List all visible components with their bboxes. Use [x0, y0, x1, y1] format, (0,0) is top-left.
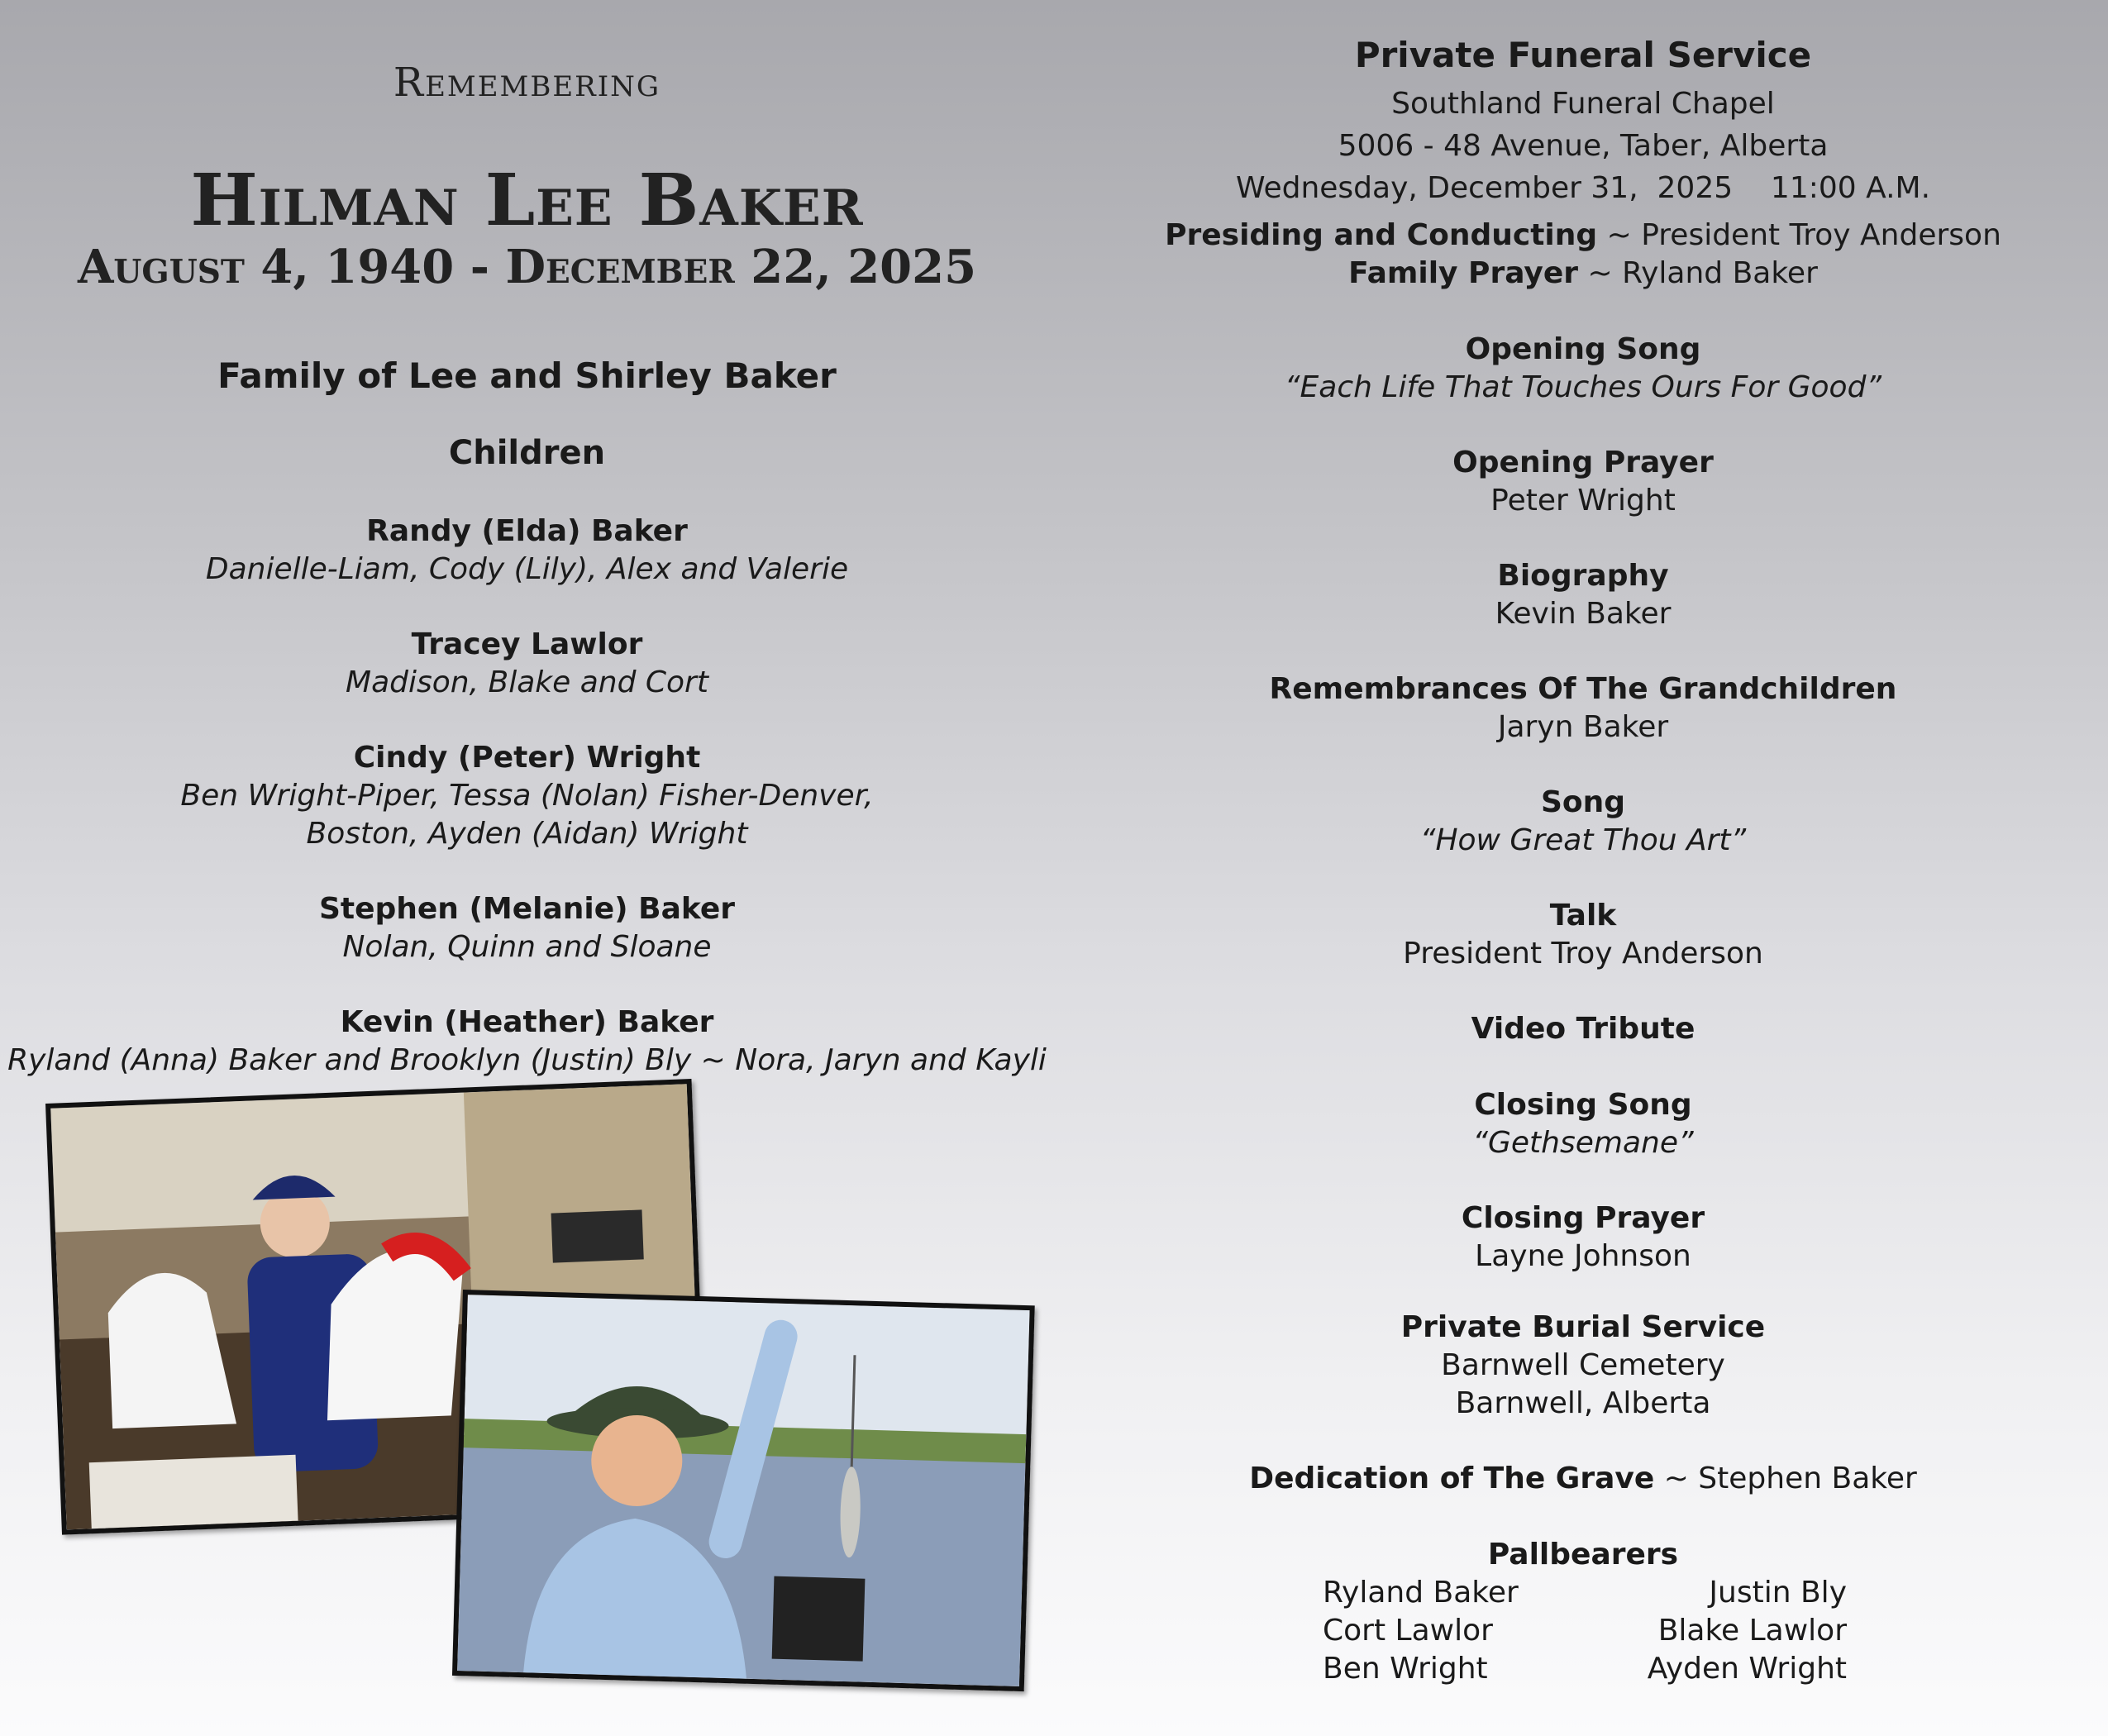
family-prayer-label: Family Prayer — [1348, 256, 1579, 290]
service-title: Private Funeral Service — [1354, 35, 1812, 75]
program-label: Opening Song — [1465, 332, 1701, 366]
burial-place: Barnwell Cemetery — [1441, 1348, 1725, 1382]
program-value: Layne Johnson — [1475, 1239, 1691, 1273]
child-entry — [0, 890, 1054, 966]
grandchildren-line: Ryland (Anna) Baker and Brooklyn (Justin) Bly ~ Nora, Jaryn and Kayli — [7, 1043, 1047, 1077]
pallbearers-right-column — [1620, 1574, 1847, 1688]
program-label: Opening Prayer — [1452, 446, 1714, 479]
program-label: Closing Song — [1474, 1088, 1692, 1122]
service-datetime: Wednesday, December 31, 2025 11:00 A.M. — [1235, 171, 1931, 205]
child-entry — [0, 1004, 1054, 1080]
program-item — [1157, 1010, 2009, 1048]
child-name: Kevin (Heather) Baker — [340, 1005, 714, 1039]
presiding-label: Presiding and Conducting — [1165, 218, 1598, 252]
program-item — [1157, 670, 2009, 746]
family-heading: Family of Lee and Shirley Baker — [217, 355, 837, 396]
family-prayer-value: ~ Ryland Baker — [1578, 256, 1818, 290]
dedication-label: Dedication of The Grave — [1249, 1462, 1655, 1495]
child-name: Tracey Lawlor — [411, 627, 643, 661]
child-entry — [0, 739, 1054, 853]
fishing-photo — [452, 1290, 1035, 1691]
program-value: President Troy Anderson — [1403, 937, 1763, 971]
pallbearers-left-column — [1323, 1574, 1529, 1688]
program-value: Kevin Baker — [1495, 597, 1672, 631]
life-dates: August 4, 1940 - December 22, 2025 — [77, 240, 977, 294]
program-label: Video Tribute — [1471, 1012, 1695, 1046]
presiding-line — [1157, 217, 2009, 255]
program-label: Closing Prayer — [1461, 1201, 1705, 1235]
chapel-name: Southland Funeral Chapel — [1391, 87, 1775, 121]
pallbearer-name: Ayden Wright — [1647, 1652, 1847, 1686]
program-item — [1157, 1086, 2009, 1162]
grandchildren-line: Danielle-Liam, Cody (Lily), Alex and Valerie — [205, 552, 849, 586]
deceased-name: Hilman Lee Baker — [190, 159, 864, 242]
pallbearer-name: Cort Lawlor — [1323, 1614, 1493, 1648]
child-name: Cindy (Peter) Wright — [353, 741, 701, 775]
program-label: Song — [1540, 785, 1626, 819]
program-value: “Each Life That Touches Ours For Good” — [1284, 370, 1882, 404]
grandchildren-line: Nolan, Quinn and Sloane — [342, 930, 712, 964]
grandchildren-line: Ben Wright-Piper, Tessa (Nolan) Fisher-Denver, — [180, 779, 874, 813]
burial-town: Barnwell, Alberta — [1455, 1386, 1711, 1420]
pallbearer-name: Ryland Baker — [1323, 1576, 1519, 1610]
program-item — [1157, 784, 2009, 860]
program-item — [1157, 897, 2009, 973]
program-value: “Gethsemane” — [1472, 1126, 1694, 1160]
burial-block — [1157, 1309, 2009, 1423]
pallbearer-name: Justin Bly — [1709, 1576, 1847, 1610]
program-value: Jaryn Baker — [1497, 710, 1669, 744]
grandchildren-line: Boston, Ayden (Aidan) Wright — [306, 817, 748, 851]
fishing-photo-image — [457, 1295, 1029, 1686]
program-item — [1157, 444, 2009, 520]
child-name: Stephen (Melanie) Baker — [318, 892, 736, 926]
chapel-address: 5006 - 48 Avenue, Taber, Alberta — [1338, 129, 1829, 163]
program-label: Talk — [1549, 899, 1617, 932]
children-heading: Children — [448, 434, 606, 472]
pallbearer-name: Ben Wright — [1323, 1652, 1488, 1686]
child-entry — [0, 626, 1054, 702]
program-item — [1157, 1199, 2009, 1276]
program-value: Peter Wright — [1490, 484, 1676, 517]
remembering-heading: Remembering — [393, 60, 661, 106]
family-prayer-line — [1157, 255, 2009, 293]
child-name: Randy (Elda) Baker — [366, 514, 688, 548]
presiding-value: ~ President Troy Anderson — [1597, 218, 2001, 252]
program-label: Remembrances Of The Grandchildren — [1269, 672, 1897, 706]
child-entry — [0, 513, 1054, 589]
pallbearer-name: Blake Lawlor — [1657, 1614, 1847, 1648]
dedication-line — [1157, 1460, 2009, 1498]
dedication-value: ~ Stephen Baker — [1654, 1462, 1917, 1495]
program-label: Biography — [1497, 559, 1669, 593]
pallbearers-heading: Pallbearers — [1487, 1538, 1679, 1571]
program-item — [1157, 557, 2009, 633]
program-item — [1157, 331, 2009, 407]
program-value: “How Great Thou Art” — [1419, 823, 1747, 857]
burial-label: Private Burial Service — [1400, 1310, 1766, 1344]
grandchildren-line: Madison, Blake and Cort — [346, 665, 708, 699]
